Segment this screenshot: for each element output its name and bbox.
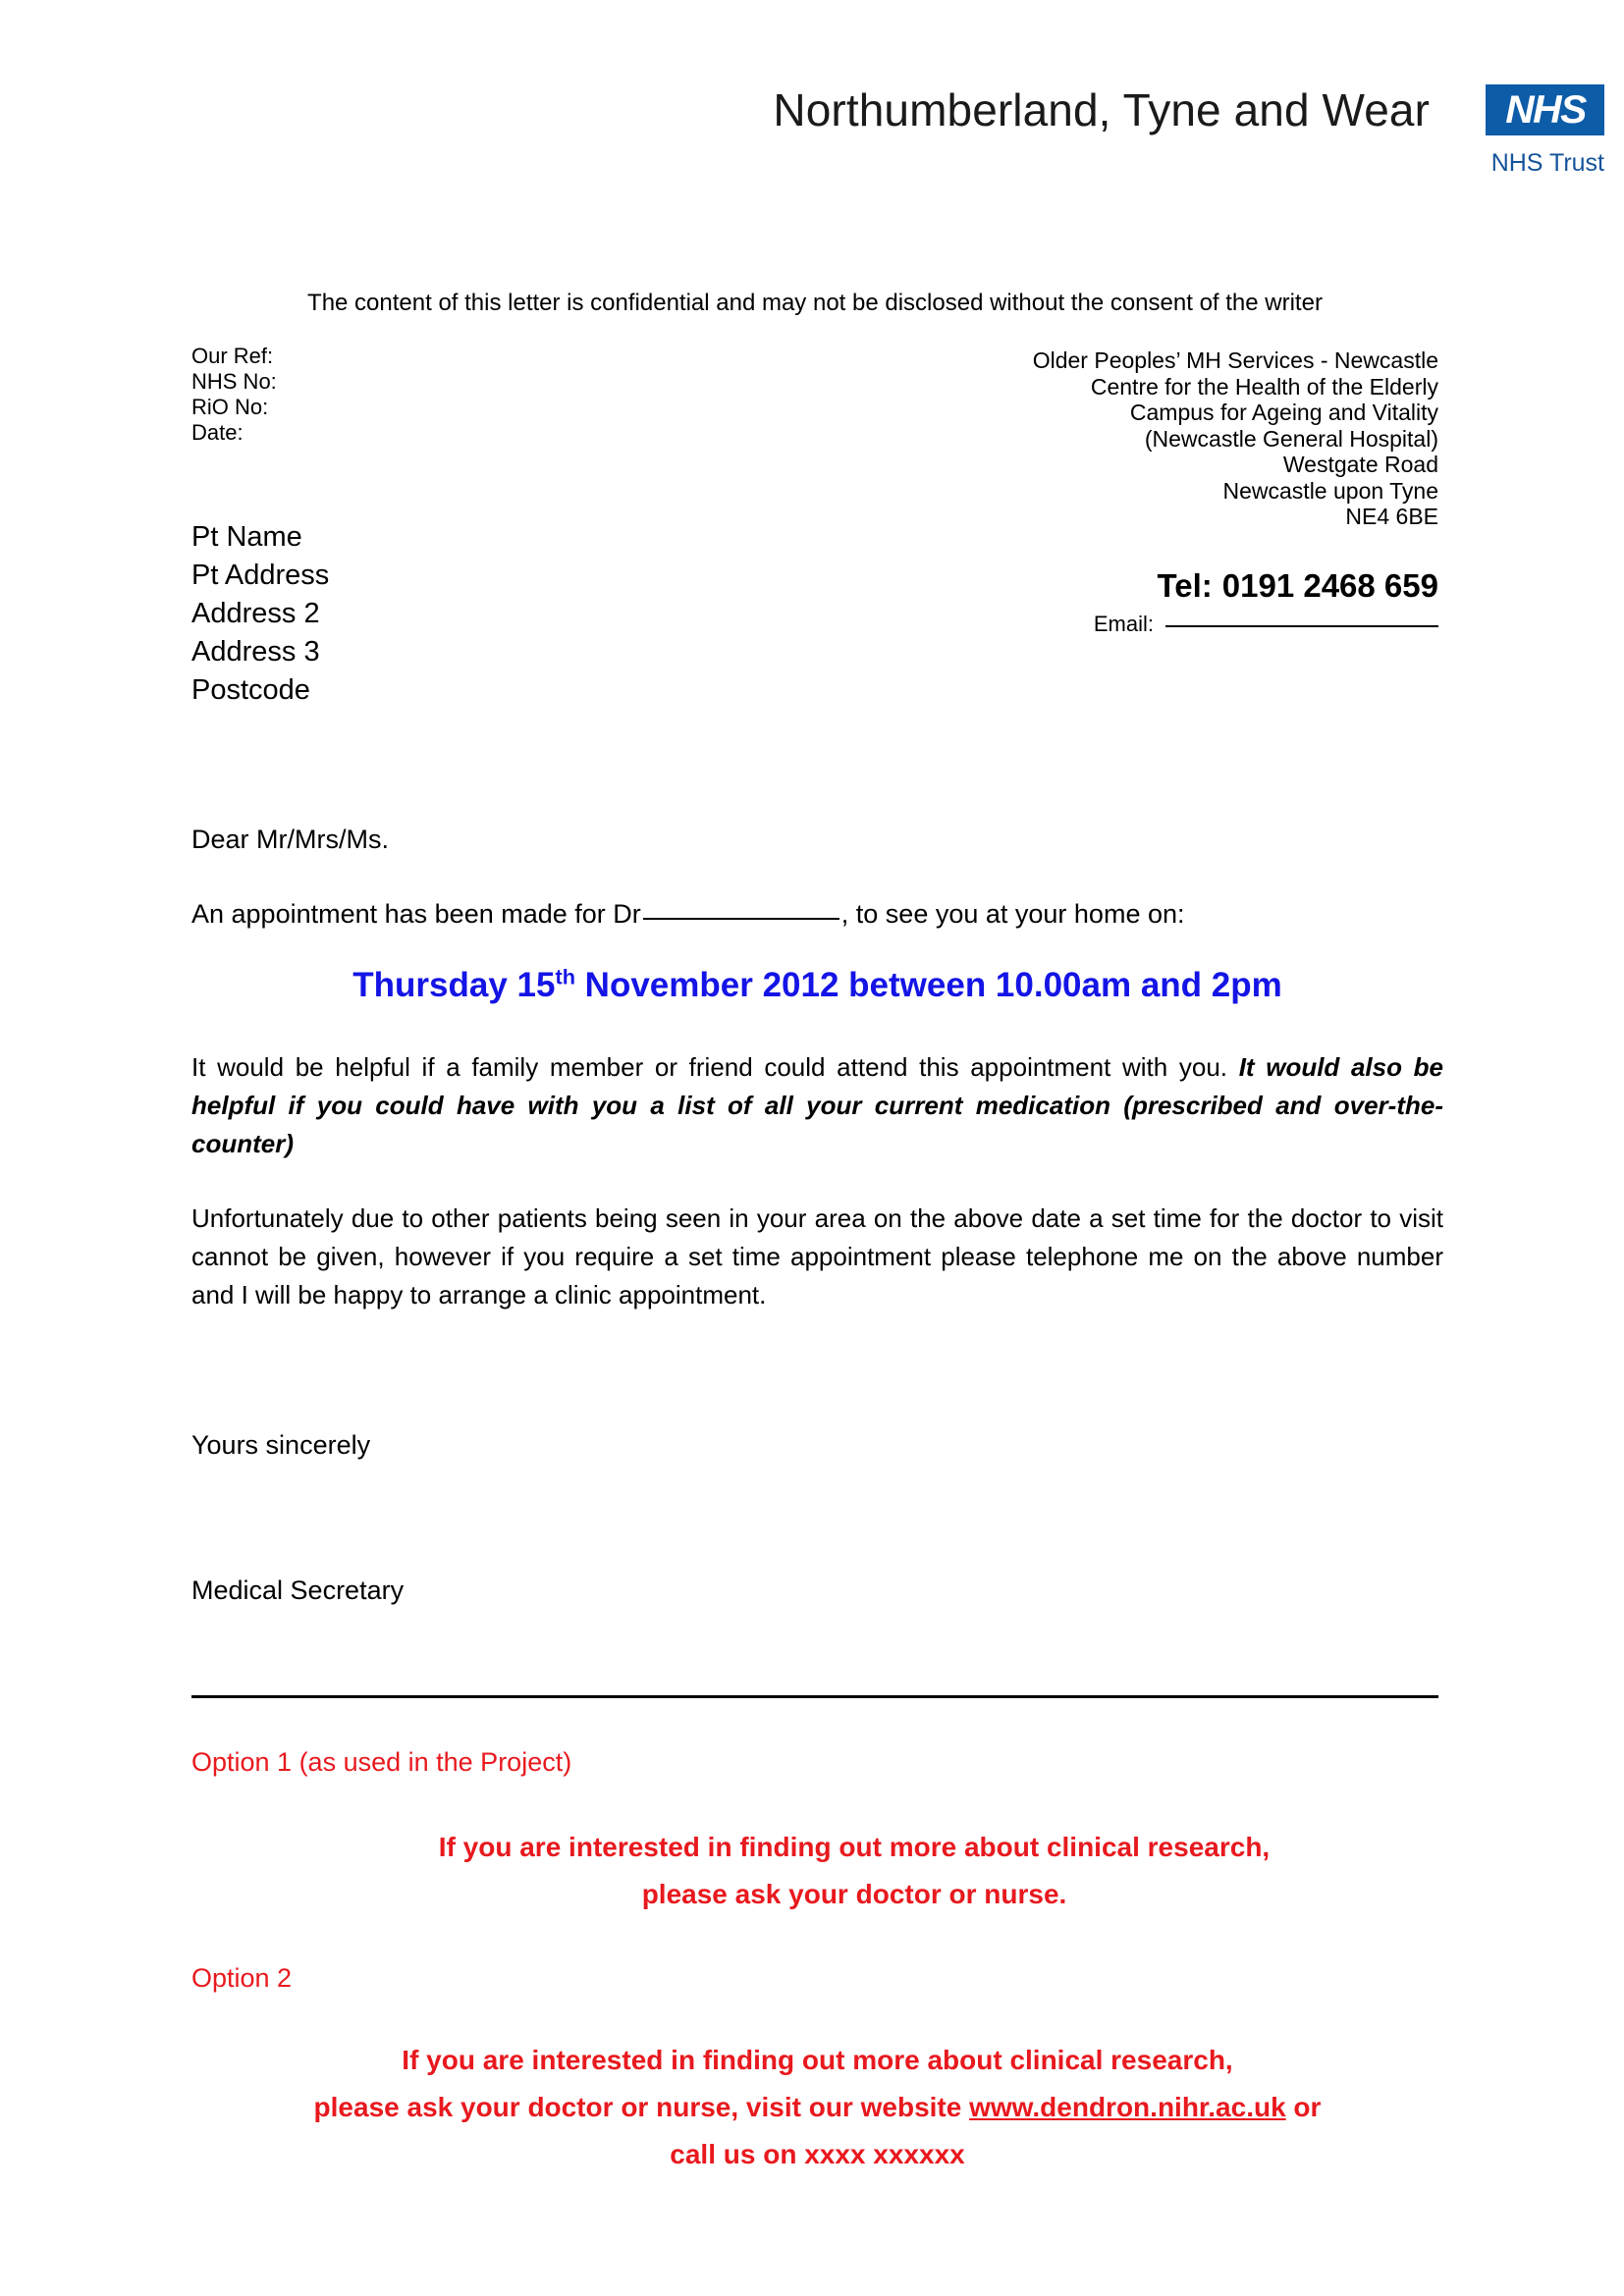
reference-date: Date:	[191, 420, 244, 445]
clinic-address-line: Newcastle upon Tyne	[1222, 477, 1438, 504]
appointment-intro-after: , to see you at your home on:	[840, 899, 1185, 929]
paragraph-family-emphasis: It would also be helpful if you could have with you a list of all your current medication (prescribed and over-the-counter)	[191, 1052, 1444, 1158]
email-line	[1094, 611, 1438, 638]
reference-rio-no: RiO No:	[191, 395, 269, 419]
clinic-address-line: Older Peoples’ MH Services - Newcastle	[1032, 347, 1438, 373]
letterhead	[0, 82, 1624, 210]
salutation: Dear Mr/Mrs/Ms.	[191, 825, 389, 854]
patient-address-line: Address 3	[191, 636, 320, 667]
appointment-intro-before: An appointment has been made for Dr	[191, 899, 641, 929]
clinic-address-line: Westgate Road	[1282, 452, 1438, 477]
option-2-line-2-after: or	[1285, 2092, 1322, 2122]
reference-our-ref: Our Ref:	[191, 344, 274, 368]
paragraph-family-plain: It would be helpful if a family member or friend could attend this appointment with you.	[191, 1052, 1239, 1082]
confidentiality-notice: The content of this letter is confidential and may not be disclosed without the consent of the writer	[307, 290, 1323, 316]
clinic-address-line: Campus for Ageing and Vitality	[1129, 400, 1438, 425]
paragraph-visit-time: Unfortunately due to other patients being seen in your area on the above date a set time for the doctor to visit cannot be given, however if you require a set time appointment please telephone me on the above number and I will be happy to arrange a clinic appointment.	[191, 1203, 1443, 1309]
telephone-number: 0191 2468 659	[1221, 567, 1438, 604]
email-label: Email:	[1093, 612, 1154, 636]
paragraph-family-attendance	[191, 1048, 1443, 1163]
nhs-logo	[1486, 84, 1604, 135]
option-2-line-2	[191, 2084, 1443, 2131]
option-1-line-2: please ask your doctor or nurse.	[641, 1879, 1067, 1909]
option-2-line-3: call us on xxxx xxxxxx	[670, 2139, 965, 2169]
dendron-website-link[interactable]: www.dendron.nihr.ac.uk	[969, 2092, 1286, 2122]
trust-subtitle: NHS Trust	[1490, 149, 1604, 177]
appointment-date-heading	[191, 964, 1443, 1007]
reference-nhs-no: NHS No:	[191, 369, 277, 394]
patient-address-line: Address 2	[191, 598, 320, 629]
option-2-line-1: If you are interested in finding out more about clinical research,	[402, 2045, 1233, 2075]
telephone-label: Tel:	[1157, 567, 1213, 604]
trust-name: Northumberland, Tyne and Wear	[773, 84, 1430, 135]
section-divider	[191, 1695, 1438, 1698]
doctor-name-blank-rule	[643, 918, 839, 920]
patient-name: Pt Name	[191, 521, 302, 553]
appointment-date-ordinal: th	[555, 964, 575, 989]
option-2-label: Option 2	[191, 1963, 293, 1993]
clinic-address-block	[1033, 347, 1438, 530]
appointment-intro	[191, 897, 1443, 931]
signatory-title: Medical Secretary	[191, 1575, 405, 1605]
email-blank-rule	[1165, 625, 1438, 627]
clinic-address-line: Centre for the Health of the Elderly	[1090, 373, 1438, 400]
clinic-address-line: NE4 6BE	[1345, 504, 1438, 529]
patient-postcode: Postcode	[191, 674, 310, 706]
nhs-logo-text: NHS	[1504, 88, 1586, 132]
patient-address-block	[191, 518, 329, 710]
telephone-line	[1158, 567, 1438, 605]
appointment-date-rest: November 2012 between 10.00am and 2pm	[574, 966, 1282, 1004]
sign-off: Yours sincerely	[191, 1430, 371, 1460]
patient-address-line: Pt Address	[191, 560, 330, 591]
appointment-date-day: Thursday 15	[352, 966, 556, 1004]
option-1-line-1: If you are interested in finding out more about clinical research,	[438, 1832, 1271, 1862]
clinic-address-line: (Newcastle General Hospital)	[1144, 425, 1438, 452]
option-1-label: Option 1 (as used in the Project)	[191, 1747, 572, 1777]
option-1-message	[265, 1824, 1443, 1918]
option-2-line-2-before: please ask your doctor or nurse, visit our website	[313, 2092, 970, 2122]
reference-block	[191, 344, 277, 446]
option-2-message	[191, 2037, 1443, 2178]
